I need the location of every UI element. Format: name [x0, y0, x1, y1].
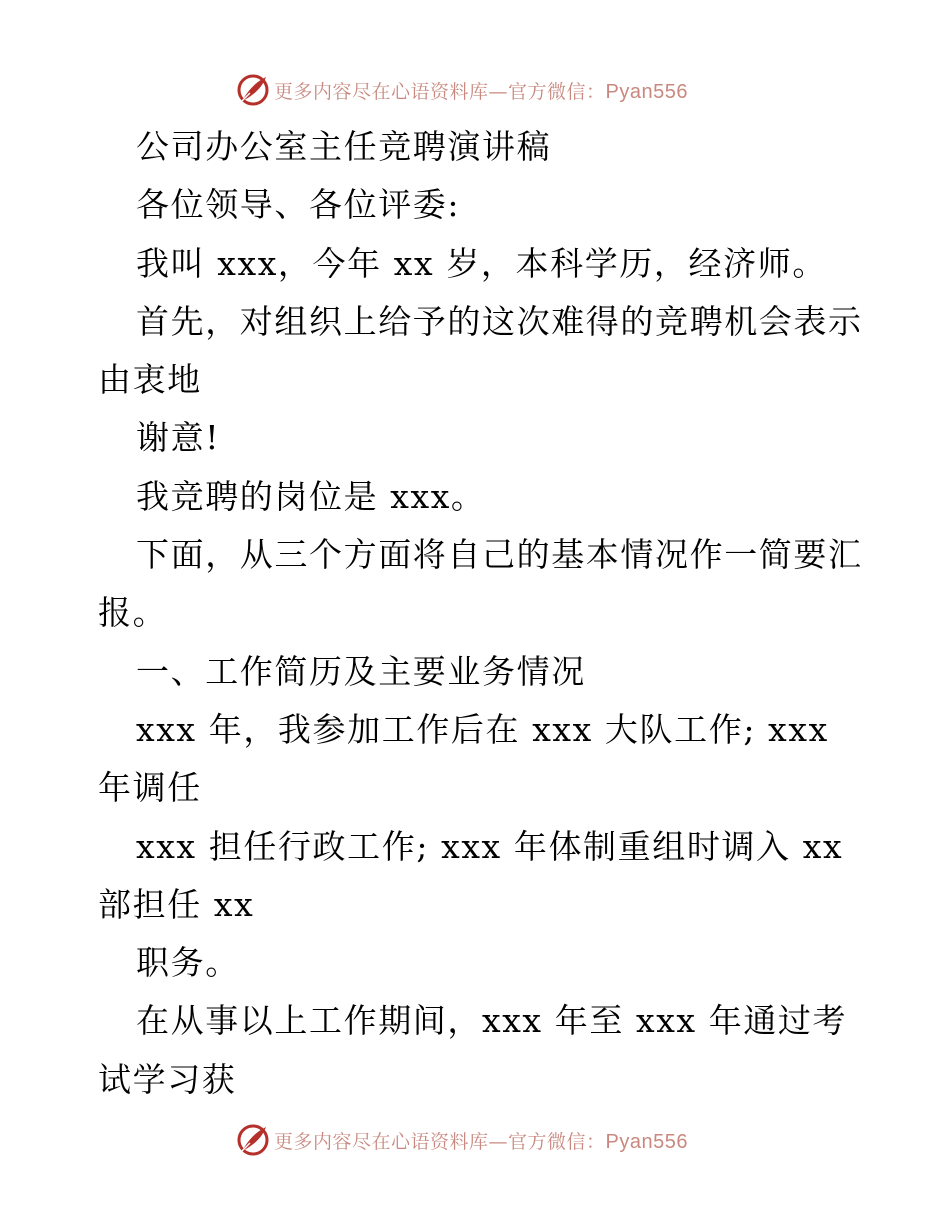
text-line: 在从事以上工作期间，xxx 年至 xxx 年通过考 — [136, 1001, 848, 1041]
text-line: 公司办公室主任竞聘演讲稿 — [136, 127, 552, 166]
quill-logo-icon — [236, 73, 270, 107]
text-line: xxx 担任行政工作; xxx 年体制重组时调入 xx — [136, 826, 844, 866]
watermark-text: 更多内容尽在心语资料库—官方微信：Pyan556 — [274, 1130, 688, 1153]
text-line: 各位领导、各位评委: — [136, 185, 461, 225]
footer-watermark — [236, 1122, 688, 1158]
text-line: 职务。 — [136, 943, 240, 983]
text-line: 我竞聘的岗位是 xxx。 — [136, 476, 486, 516]
text-line: 年调任 — [98, 768, 202, 808]
document-body — [98, 118, 863, 1109]
text-line: 由衷地 — [98, 360, 202, 400]
text-line: 部担任 xx — [98, 884, 255, 924]
text-line: 我叫 xxx，今年 xx 岁，本科学历，经济师。 — [136, 243, 827, 283]
text-line: xxx 年，我参加工作后在 xxx 大队工作; xxx — [136, 709, 829, 749]
text-line: 下面，从三个方面将自己的基本情况作一简要汇 — [136, 535, 863, 575]
header-watermark — [236, 72, 688, 108]
text-line: 谢意! — [136, 418, 221, 458]
quill-logo-icon — [236, 1123, 270, 1157]
text-line: 报。 — [98, 593, 168, 633]
text-line: 试学习获 — [98, 1059, 237, 1099]
text-line: 一、工作简历及主要业务情况 — [136, 651, 586, 691]
watermark-text: 更多内容尽在心语资料库—官方微信：Pyan556 — [274, 80, 688, 103]
text-line: 首先，对组织上给予的这次难得的竞聘机会表示 — [136, 301, 863, 341]
